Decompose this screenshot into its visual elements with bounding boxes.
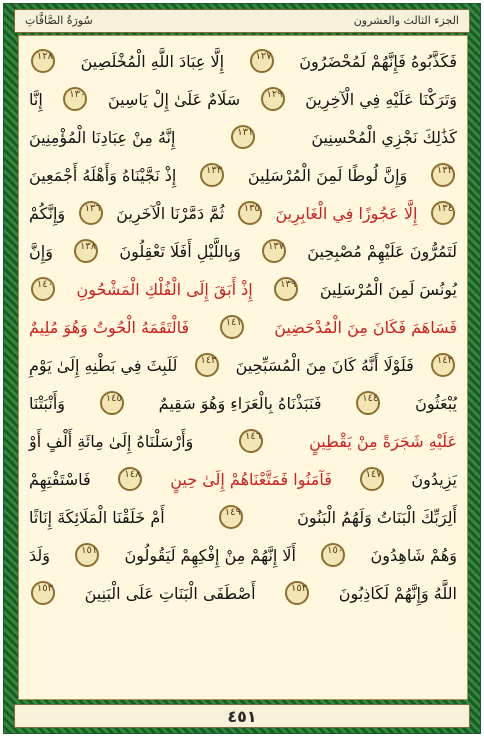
line-5 — [29, 194, 457, 232]
ayah-marker-130: ١٣٠ — [63, 87, 87, 111]
ayah-marker-140: ١٤٠ — [31, 277, 55, 301]
ayah-marker-144: ١٤٤ — [356, 391, 380, 415]
ayah-marker-147: ١٤٧ — [360, 467, 384, 491]
ayah-132: إِنَّهُ مِنْ عِبَادِنَا الْمُؤْمِنِينَ — [29, 127, 176, 147]
ayah-134: إِذْ نَجَّيْنَاهُ وَأَهْلَهُ أَجْمَعِينَ — [29, 165, 177, 185]
surah-name: سُورَةُ الصَّافَّاتِ — [25, 14, 93, 27]
ayah-130: سَلَامٌ عَلَىٰ إِلْ يَاسِينَ — [107, 89, 241, 109]
line-14 — [29, 536, 457, 574]
ayah-137: لَتَمُرُّونَ عَلَيْهِمْ مُصْبِحِينَ — [307, 241, 457, 261]
ayah-marker-132: ١٣٢ — [431, 163, 455, 187]
ayah-151: أَلَا إِنَّهُمْ مِنْ إِفْكِهِمْ لَيَقُولُونَ — [124, 545, 296, 565]
ayah-136: ثُمَّ دَمَّرْنَا الْآخَرِينَ — [116, 203, 225, 223]
ayah-marker-148: ١٤٨ — [118, 467, 142, 491]
ayah-marker-143: ١٤٣ — [195, 353, 219, 377]
ayah-138: وَبِاللَّيْلِ أَفَلَا تَعْقِلُونَ — [119, 241, 241, 261]
ayah-marker-139: ١٣٩ — [274, 277, 298, 301]
ayah-marker-150: ١٥٠ — [321, 543, 345, 567]
quran-text-panel — [18, 35, 468, 700]
ayah-marker-145: ١٤٥ — [100, 391, 124, 415]
ayah-145: فَنَبَذْنَاهُ بِالْعَرَاءِ وَهُوَ سَقِيمٌ — [158, 393, 322, 413]
ayah-141: فَسَاهَمَ فَكَانَ مِنَ الْمُدْحَضِينَ — [274, 317, 457, 337]
line-14-start: وَهُمْ شَاهِدُونَ — [370, 545, 457, 565]
line-6-continuation: وَإِنَّ — [29, 241, 53, 261]
ayah-marker-133: ١٣٣ — [200, 163, 224, 187]
ayah-marker-152: ١٥٢ — [285, 581, 309, 605]
line-11 — [29, 422, 457, 460]
ayah-133: وَإِنَّ لُوطًا لَمِنَ الْمُرْسَلِينَ — [247, 165, 408, 185]
ayah-marker-128: ١٢٨ — [31, 49, 55, 73]
page-number: ٤٥١ — [227, 707, 257, 726]
ayah-marker-134: ١٣٤ — [431, 201, 455, 225]
ayah-marker-138: ١٣٨ — [74, 239, 98, 263]
ayah-marker-137: ١٣٧ — [262, 239, 286, 263]
footer-band — [14, 704, 470, 728]
line-9 — [29, 346, 457, 384]
ayah-marker-146: ١٤٦ — [239, 429, 263, 453]
line-8 — [29, 308, 457, 346]
ayah-marker-127: ١٢٧ — [250, 49, 274, 73]
line-12-continuation: فَاسْتَفْتِهِمْ — [29, 469, 91, 489]
ayah-149: أَلِرَبِّكَ الْبَنَاتُ وَلَهُمُ الْبَنُونَ — [297, 507, 457, 527]
ayah-139: يُونُسَ لَمِنَ الْمُرْسَلِينَ — [319, 279, 457, 299]
ayah-marker-151: ١٥١ — [75, 543, 99, 567]
line-12-start: يَزِيدُونَ — [411, 469, 457, 489]
line-13 — [29, 498, 457, 536]
ayah-150: أَمْ خَلَقْنَا الْمَلَائِكَةَ إِنَاثًا — [29, 507, 165, 527]
ayah-marker-142: ١٤٢ — [431, 353, 455, 377]
line-10-start: يُبْعَثُونَ — [415, 393, 457, 413]
juz-name: الجزء الثالث والعشرون — [353, 14, 459, 27]
ayah-135: إِلَّا عَجُوزًا فِي الْغَابِرِينَ — [275, 203, 418, 223]
ayah-153: أَصْطَفَى الْبَنَاتِ عَلَى الْبَنِينَ — [84, 583, 256, 603]
ayah-148: فَآمَنُوا فَمَتَّعْنَاهُمْ إِلَىٰ حِينٍ — [170, 469, 332, 489]
ayah-129: وَتَرَكْنَا عَلَيْهِ فِي الْآخِرِينَ — [305, 89, 457, 109]
line-14-continuation: وَلَدَ — [29, 545, 50, 565]
ayah-140: إِذْ أَبَقَ إِلَى الْفُلْكِ الْمَشْحُونِ — [76, 279, 253, 299]
line-15 — [29, 574, 457, 612]
ayah-127: فَكَذَّبُوهُ فَإِنَّهُمْ لَمُحْضَرُونَ — [299, 51, 457, 71]
line-2-continuation: إِنَّا — [29, 89, 43, 109]
ayah-131: كَذَٰلِكَ نَجْزِي الْمُحْسِنِينَ — [311, 127, 457, 147]
page-frame — [3, 3, 481, 734]
ayah-marker-136: ١٣٦ — [79, 201, 103, 225]
ayah-marker-131: ١٣١ — [231, 125, 255, 149]
line-10 — [29, 384, 457, 422]
header-band — [14, 9, 470, 33]
line-3 — [29, 118, 457, 156]
line-5-continuation: وَإِنَّكُمْ — [29, 203, 66, 223]
ayah-143: فَلَوْلَا أَنَّهُ كَانَ مِنَ الْمُسَبِّحِينَ — [235, 355, 414, 375]
line-12 — [29, 460, 457, 498]
ayah-146: عَلَيْهِ شَجَرَةً مِنْ يَقْطِينٍ — [309, 431, 457, 451]
ayah-marker-153: ١٥٣ — [31, 581, 55, 605]
ayah-marker-141: ١٤١ — [220, 315, 244, 339]
line-6 — [29, 232, 457, 270]
ayah-marker-135: ١٣٥ — [238, 201, 262, 225]
ayah-142: فَالْتَقَمَهُ الْحُوتُ وَهُوَ مُلِيمٌ — [29, 317, 190, 337]
ayah-144: لَلَبِثَ فِي بَطْنِهِ إِلَىٰ يَوْمِ — [29, 355, 178, 375]
line-4 — [29, 156, 457, 194]
line-1 — [29, 42, 457, 80]
line-7 — [29, 270, 457, 308]
ayah-152: اللَّهُ وَإِنَّهُمْ لَكَاذِبُونَ — [338, 583, 457, 603]
ayah-marker-149: ١٤٩ — [219, 505, 243, 529]
line-2 — [29, 80, 457, 118]
line-10-continuation: وَأَنْبَتْنَا — [29, 393, 65, 413]
ayah-147: وَأَرْسَلْنَاهُ إِلَىٰ مِائَةِ أَلْفٍ أَوْ — [29, 431, 194, 451]
ayah-marker-129: ١٢٩ — [261, 87, 285, 111]
ayah-128: إِلَّا عِبَادَ اللَّهِ الْمُخْلَصِينَ — [80, 51, 225, 71]
